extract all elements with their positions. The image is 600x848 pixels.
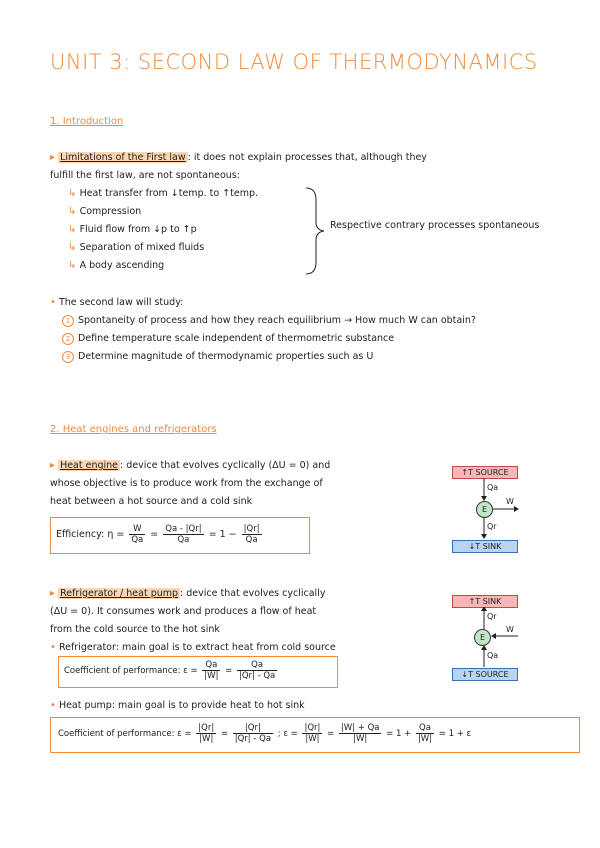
list-item: ↳ A body ascending xyxy=(68,260,165,271)
bullet-icon: ▸ xyxy=(50,460,56,471)
number-badge: 1 xyxy=(62,315,74,327)
brace-icon xyxy=(302,186,328,276)
qr-label: Qr xyxy=(487,612,497,621)
engine-circle: E xyxy=(476,501,493,518)
fridge-line-2: (ΔU = 0). It consumes work and produces a flow of heat xyxy=(50,606,317,617)
number-badge: 3 xyxy=(62,351,74,363)
efficiency-formula: Efficiency: η = $\frac{W}{Qa}$ = $\frac{Qa - |Qr|}{Qa}$ = 1 − $\frac{|Qr|}{Qa}$ xyxy=(56,524,260,545)
study-item: 3 Determine magnitude of thermodynamic properties such as U xyxy=(62,351,373,363)
number-badge: 2 xyxy=(62,333,74,345)
heatpump-line: • Heat pump: main goal is to provide heat to hot sink xyxy=(50,700,305,711)
list-item: ↳ Fluid flow from ↓p to ↑p xyxy=(68,224,197,235)
engine-line-1: ▸ Heat engine : device that evolves cyclically (ΔU = 0) and xyxy=(50,460,331,471)
engine-line-2: whose objective is to produce work from the exchange of xyxy=(50,478,323,489)
limitation-line-1 xyxy=(50,152,427,163)
hot-sink-box: ↑T SINK xyxy=(452,595,518,608)
bullet-icon: • xyxy=(50,297,56,308)
brace-note: Respective contrary processes spontaneous xyxy=(330,220,540,231)
section-2-heading: 2. Heat engines and refrigerators xyxy=(50,424,217,435)
limitation-line-2: fulfill the first law, are not spontaneous: xyxy=(50,170,240,181)
fridge-label: Refrigerator / heat pump xyxy=(60,588,179,599)
arrow-icon: ↳ xyxy=(68,188,80,199)
limitation-label: Limitations of the First law xyxy=(60,152,186,163)
work-label: W xyxy=(506,625,514,634)
study-intro: • The second law will study: xyxy=(50,297,184,308)
list-item: ↳ Heat transfer from ↓temp. to ↑temp. xyxy=(68,188,259,199)
list-item: ↳ Compression xyxy=(68,206,142,217)
hot-source-box: ↑T SOURCE xyxy=(452,466,518,479)
qa-label: Qa xyxy=(487,651,499,660)
cop-fridge-formula: Coefficient of performance: ε = $\frac{Qa}{|W|}$ = $\frac{Qa}{|Qr| - Qa}$ xyxy=(64,660,276,681)
arrow-icon: ↳ xyxy=(68,206,80,217)
bullet-icon: ▸ xyxy=(50,152,56,163)
fridge-line-3: from the cold source to the hot sink xyxy=(50,624,220,635)
arrow-icon: ↳ xyxy=(68,260,80,271)
cold-source-box: ↓T SOURCE xyxy=(452,668,518,681)
fridge-line-1: ▸ Refrigerator / heat pump : device that evolves cyclically xyxy=(50,588,326,599)
fridge-circle: E xyxy=(474,629,491,646)
engine-label: Heat engine xyxy=(60,460,119,471)
bullet-icon: • xyxy=(50,642,56,653)
study-item: 1 Spontaneity of process and how they reach equilibrium → How much W can obtain? xyxy=(62,315,476,327)
qa-label: Qa xyxy=(487,483,499,492)
work-label: W xyxy=(506,497,514,506)
bullet-icon: • xyxy=(50,700,56,711)
list-item: ↳ Separation of mixed fluids xyxy=(68,242,205,253)
bullet-icon: ▸ xyxy=(50,588,56,599)
limitation-text: : it does not explain processes that, although they xyxy=(187,152,427,163)
refrigerator-line: • Refrigerator: main goal is to extract heat from cold source xyxy=(50,642,336,653)
cop-pump-formula: Coefficient of performance: ε = $\frac{|Qr|}{|W|}$ = $\frac{|Qr|}{|Qr| - Qa}$ ; ε = $\frac{|Qr|}{|W|}$ = $\frac{|W| + Qa}{|W|}$ = 1 + $\frac{Qa}{|W|}$ = 1 + ε xyxy=(58,723,472,744)
qr-label: Qr xyxy=(487,522,497,531)
section-1-heading: 1. Introduction xyxy=(50,116,124,127)
engine-line-3: heat between a hot source and a cold sink xyxy=(50,496,253,507)
arrow-icon: ↳ xyxy=(68,224,80,235)
page-title: UNIT 3: SECOND LAW OF THERMODYNAMICS xyxy=(50,50,538,74)
arrow-icon: ↳ xyxy=(68,242,80,253)
cold-sink-box: ↓T SINK xyxy=(452,540,518,553)
study-item: 2 Define temperature scale independent of thermometric substance xyxy=(62,333,394,345)
